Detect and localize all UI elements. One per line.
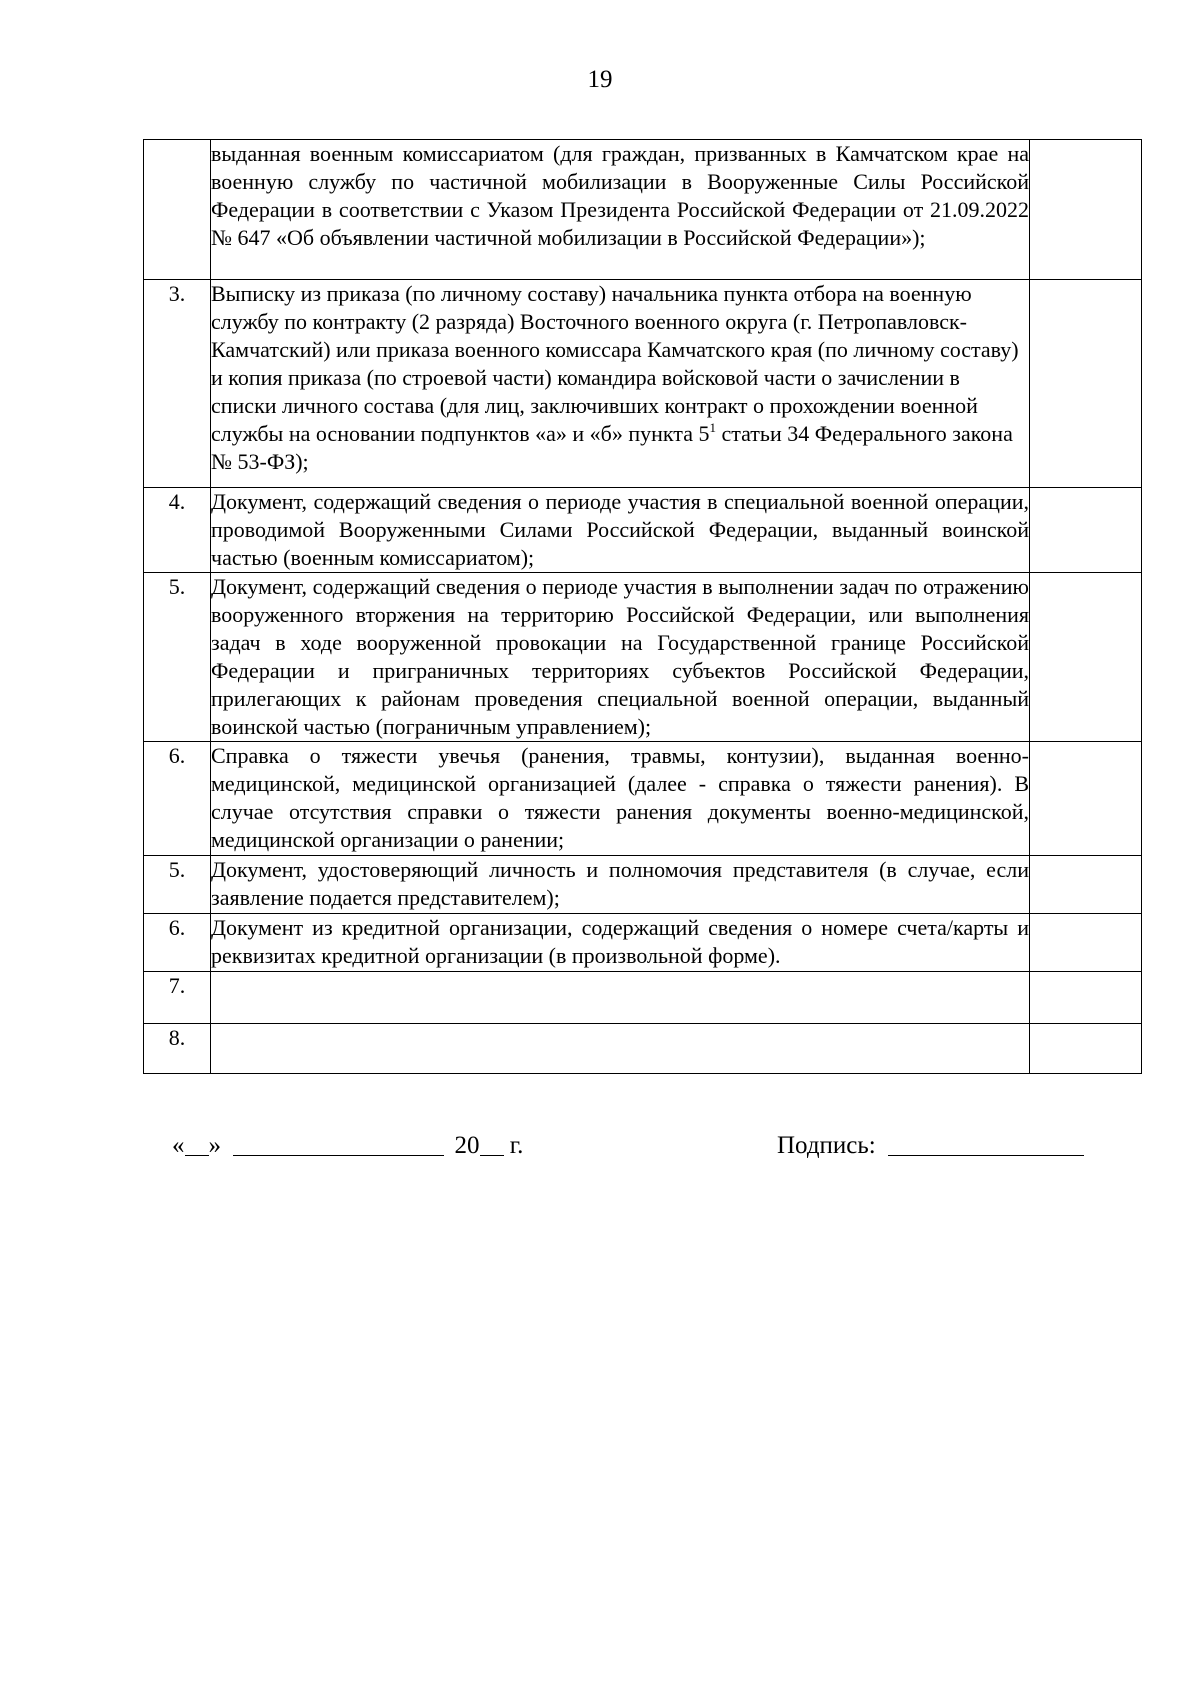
row-text-tail: статьи 34 Федерального закона № 53-ФЗ); [211,421,1013,474]
row-mark-cell [1030,488,1142,573]
table-row [144,140,1142,280]
row-number: 6. [144,914,211,972]
row-text: Документ, удостоверяющий личность и полномочия представителя (в случае, если заявление подается представителем); [211,856,1030,914]
table-row [144,914,1142,972]
table-row [144,488,1142,573]
row-text: Справка о тяжести увечья (ранения, травмы, контузии), выданная военно-медицинской, медицинской организацией (далее - справка о тяжести ранения). В случае отсутствия справки о тяжести ранения документы военно-медицинской, медицинской организации о ранении; [211,742,1030,856]
page-number: 19 [587,66,613,93]
signature-line [777,1131,1084,1161]
month-blank[interactable] [233,1131,444,1156]
row-text: выданная военным комиссариатом (для граждан, призванных в Камчатском крае на военную службу по частичной мобилизации в Вооруженные Силы Российской Федерации в соответствии с Указом Президента Российской Федерации от 21.09.2022 № 647 «Об объявлении частичной мобилизации в Российской Федерации»); [211,140,1030,280]
table-row [144,1024,1142,1074]
row-mark-cell [1030,856,1142,914]
row-text: Документ, содержащий сведения о периоде участия в специальной военной операции, проводимой Вооруженными Силами Российской Федерации, выданный воинской частью (военным комиссариатом); [211,488,1030,573]
row-number: 7. [144,972,211,1024]
documents-table [143,139,1142,1074]
year-blank[interactable] [480,1131,504,1156]
row-text: Документ из кредитной организации, содержащий сведения о номере счета/карты и реквизитах кредитной организации (в произвольной форме). [211,914,1030,972]
row-text [211,1024,1030,1074]
row-text [211,972,1030,1024]
row-number: 5. [144,573,211,742]
row-text: Документ, содержащий сведения о периоде участия в выполнении задач по отражению вооруженного вторжения на территорию Российской Федерации, или выполнения задач в ходе вооруженной провокации на Государственной границе Российской Федерации и приграничных территориях субъектов Российской Федерации, прилегающих к районам проведения специальной военной операции, выданный воинской частью (пограничным управлением); [211,573,1030,742]
row-mark-cell [1030,1024,1142,1074]
row-mark-cell [1030,573,1142,742]
table-row [144,573,1142,742]
superscript: 1 [709,420,716,435]
row-mark-cell [1030,972,1142,1024]
table-row [144,742,1142,856]
day-blank[interactable] [185,1131,209,1156]
signature-blank[interactable] [888,1131,1084,1156]
row-mark-cell [1030,914,1142,972]
date-open-quote: « [172,1132,185,1159]
row-mark-cell [1030,280,1142,488]
row-mark-cell [1030,742,1142,856]
date-close-quote: » [208,1132,221,1159]
signature-label: Подпись: [777,1132,876,1159]
row-number: 3. [144,280,211,488]
table-row [144,856,1142,914]
year-prefix: 20 [454,1132,480,1159]
date-line [172,1131,523,1161]
row-number: 4. [144,488,211,573]
year-suffix: г. [509,1132,524,1159]
row-number: 8. [144,1024,211,1074]
row-text [211,280,1030,488]
row-mark-cell [1030,140,1142,280]
row-number: 5. [144,856,211,914]
row-text-main: Выписку из приказа (по личному составу) начальника пункта отбора на военную службу по контракту (2 разряда) Восточного военного округа (г. Петропавловск-Камчатский) или приказа военного комиссара Камчатского края (по личному составу) и копия приказа (по строевой части) командира войсковой части о зачислении в списки личного состава (для лиц, заключивших контракт о прохождении военной службы на основании подпунктов «а» и «б» пункта 5 [211,281,1019,446]
table-row [144,280,1142,488]
table-row [144,972,1142,1024]
row-number [144,140,211,280]
row-number: 6. [144,742,211,856]
